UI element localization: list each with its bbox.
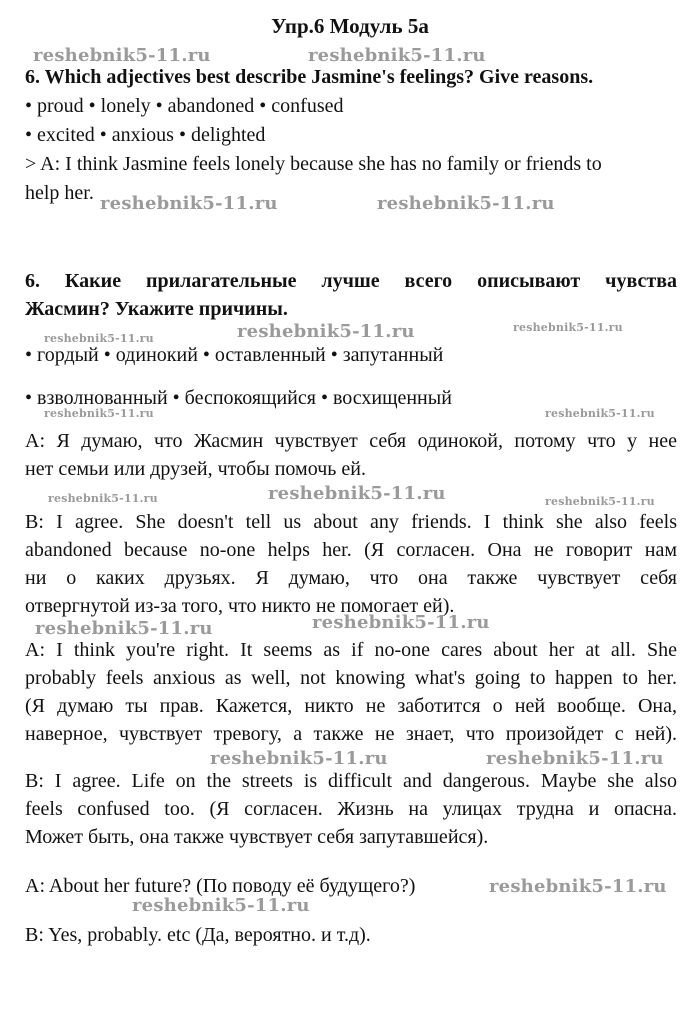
watermark: reshebnik5-11.ru: [132, 895, 310, 916]
dialogue-line: отвергнутой из-за того, что никто не помогает ей).: [25, 595, 455, 617]
dialogue-line: B: I agree. Life on the streets is difficult and dangerous. Maybe she also: [25, 770, 677, 792]
english-options-line-1: • proud • lonely • abandoned • confused: [25, 95, 344, 117]
page-title: Упр.6 Модуль 5а: [271, 14, 429, 38]
watermark: reshebnik5-11.ru: [237, 321, 415, 342]
watermark: reshebnik5-11.ru: [100, 193, 278, 214]
watermark: reshebnik5-11.ru: [513, 321, 623, 334]
watermark: reshebnik5-11.ru: [210, 748, 388, 769]
watermark: reshebnik5-11.ru: [268, 483, 446, 504]
dialogue-line: Может быть, она также чувствует себя запутавшейся).: [25, 826, 489, 848]
dialogue-line: наверное, чувствует тревогу, а также не знает, что произойдет с ней).: [25, 723, 677, 745]
dialogue-line: ни о каких друзьях. Я думаю, что она также чувствует себя: [25, 567, 677, 589]
watermark: reshebnik5-11.ru: [312, 612, 490, 633]
watermark: reshebnik5-11.ru: [486, 748, 664, 769]
english-question: 6. Which adjectives best describe Jasmine's feelings? Give reasons.: [25, 66, 594, 88]
english-answer-line-1: > A: I think Jasmine feels lonely because she has no family or friends to: [25, 153, 602, 175]
watermark: reshebnik5-11.ru: [44, 332, 154, 345]
english-answer-line-2: help her.: [25, 182, 94, 204]
dialogue-line: abandoned because no-one helps her. (Я согласен. Она не говорит нам: [25, 539, 677, 561]
dialogue-line: feels confused too. (Я согласен. Жизнь на улицах трудна и опасна.: [25, 798, 677, 820]
dialogue-line: A: About her future? (По поводу её будущего?): [25, 875, 416, 897]
watermark: reshebnik5-11.ru: [48, 492, 158, 505]
watermark: reshebnik5-11.ru: [35, 618, 213, 639]
dialogue-line: probably feels anxious as well, not knowing what's going to happen to her.: [25, 667, 677, 689]
watermark: reshebnik5-11.ru: [33, 45, 211, 66]
dialogue-line: A: I think you're right. It seems as if no-one cares about her at all. She: [25, 639, 677, 661]
russian-question-line-2: Жасмин? Укажите причины.: [25, 298, 288, 320]
dialogue-line: нет семьи или друзей, чтобы помочь ей.: [25, 458, 366, 480]
watermark: reshebnik5-11.ru: [545, 407, 655, 420]
russian-question-line-1: 6. Какие прилагательные лучше всего описывают чувства: [25, 270, 677, 292]
watermark: reshebnik5-11.ru: [489, 876, 667, 897]
watermark: reshebnik5-11.ru: [377, 193, 555, 214]
dialogue-line: B: I agree. She doesn't tell us about any friends. I think she also feels: [25, 511, 677, 533]
dialogue-line: A: Я думаю, что Жасмин чувствует себя одинокой, потому что у нее: [25, 430, 677, 452]
russian-options-line-1: • гордый • одинокий • оставленный • запутанный: [25, 344, 444, 366]
english-options-line-2: • excited • anxious • delighted: [25, 124, 266, 146]
dialogue-line: (Я думаю ты прав. Кажется, никто не заботится о ней вообще. Она,: [25, 695, 677, 717]
dialogue-line: B: Yes, probably. etc (Да, вероятно. и т.д).: [25, 924, 371, 946]
watermark: reshebnik5-11.ru: [308, 45, 486, 66]
watermark: reshebnik5-11.ru: [44, 407, 154, 420]
watermark: reshebnik5-11.ru: [545, 495, 655, 508]
russian-options-line-2: • взволнованный • беспокоящийся • восхищенный: [25, 387, 452, 409]
